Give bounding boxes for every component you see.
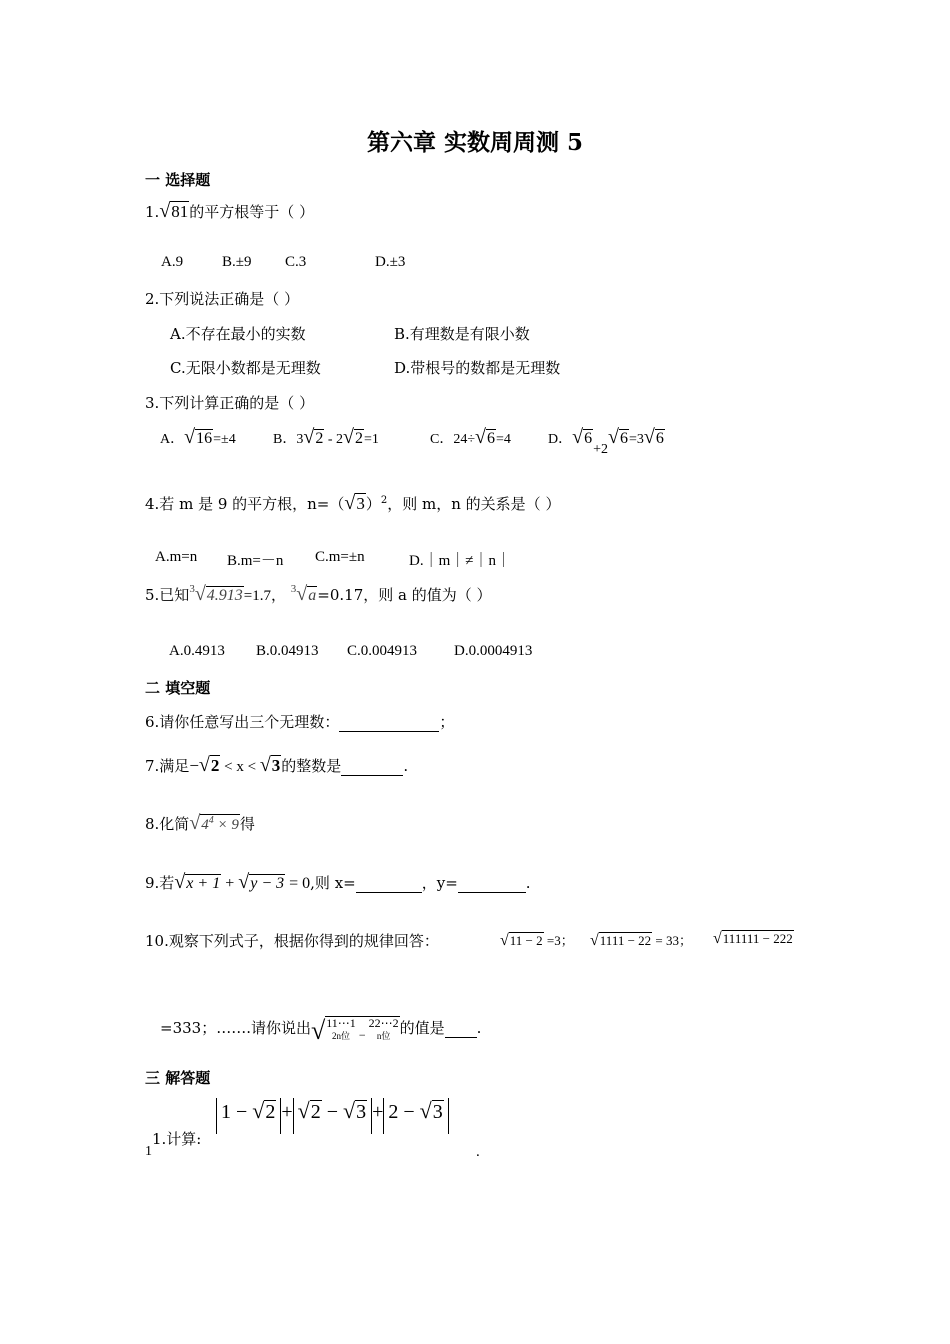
question-4: 4.若 m 是 9 的平方根，$n=(√3)^2$，则 m，n 的关系是（ ） <box>145 492 561 514</box>
question-9: 9.若√x + 1 + √y − 3 = 0,则 x= ，y= . <box>145 871 531 893</box>
q5-option-d: D.0.0004913 <box>454 643 533 659</box>
question-3: 3.下列计算正确的是（ ） <box>145 394 315 412</box>
q5-option-c: C.0.004913 <box>347 643 418 659</box>
q4-option-c: C.m=±n <box>315 549 365 565</box>
q10-expr-2: √1111 − 22 = 33； <box>590 932 693 949</box>
q6-answer-blank[interactable] <box>339 713 439 732</box>
q1-option-c: C.3 <box>285 254 307 270</box>
q5-option-b: B.0.04913 <box>256 643 319 659</box>
page-title: 第六章 实数周周测 5 <box>366 129 584 156</box>
question-8: 8.化简$√4^4 \times 9$得 <box>145 812 255 834</box>
q3-option-b: B．3√2 - 2√2=1 <box>273 426 379 448</box>
question-2: 2.下列说法正确是（ ） <box>145 290 300 308</box>
q2-option-b: B.有理数是有限小数 <box>394 325 530 343</box>
section-fill-heading: 二 填空题 <box>145 679 211 697</box>
section-answer-heading: 三 解答题 <box>145 1069 211 1087</box>
sqrt-81: √81 <box>159 200 189 222</box>
q1-option-b: B.±9 <box>222 254 252 270</box>
q10-expr-3: √111111 − 222 <box>713 930 793 947</box>
q2-option-a: A.不存在最小的实数 <box>170 325 306 343</box>
a1-expression: 1 − √2 + √2 − √3 + 2 − √3 <box>216 1098 449 1134</box>
a1-end-dot: . <box>476 1144 480 1160</box>
q2-option-d: D.带根号的数都是无理数 <box>394 359 561 377</box>
question-1 <box>145 200 314 223</box>
q7-answer-blank[interactable] <box>341 757 403 776</box>
q5-option-a: A.0.4913 <box>169 643 225 659</box>
q10-answer-blank[interactable] <box>445 1019 477 1038</box>
q3-option-a: A．√16=±4 <box>160 426 236 448</box>
q3-option-c: C．24÷√6=4 <box>430 426 511 448</box>
a1-number: 1 <box>145 1144 152 1159</box>
q4-option-a: A.m=n <box>155 549 198 565</box>
q1-option-d: D.±3 <box>375 254 406 270</box>
q4-option-d: D.｜m｜≠｜n｜ <box>409 553 511 569</box>
a1-label: 1.计算: <box>152 1130 202 1148</box>
question-6: 6.请你任意写出三个无理数： ； <box>145 713 455 731</box>
q1-prefix: 1. <box>145 203 160 221</box>
question-5: 5.已知$^3$√4.913=1.7， $^3$√a=0.17，则 a 的值为（ ） <box>145 583 492 605</box>
q2-option-c: C.无限小数都是无理数 <box>170 359 321 377</box>
q4-option-b: B.m=－n <box>227 553 284 569</box>
q1-text: 的平方根等于（ ） <box>189 203 315 221</box>
q10-line-2: =333；…….请你说出√11⋯1 2n位 − 22⋯2 n位 的值是 . <box>160 1016 482 1045</box>
question-10: 10.观察下列式子，根据你得到的规律回答： <box>145 932 439 950</box>
q3-option-d: D．√6+2√6=3√6 <box>548 426 664 457</box>
section-choice-heading: 一 选择题 <box>145 171 211 189</box>
q9-x-blank[interactable] <box>356 874 422 893</box>
q10-expr-1: √11 − 2 =3； <box>500 932 574 949</box>
q9-y-blank[interactable] <box>458 874 526 893</box>
question-7: 7.满足−√2 < x < √3的整数是 . <box>145 754 409 776</box>
q1-option-a: A.9 <box>161 254 184 270</box>
